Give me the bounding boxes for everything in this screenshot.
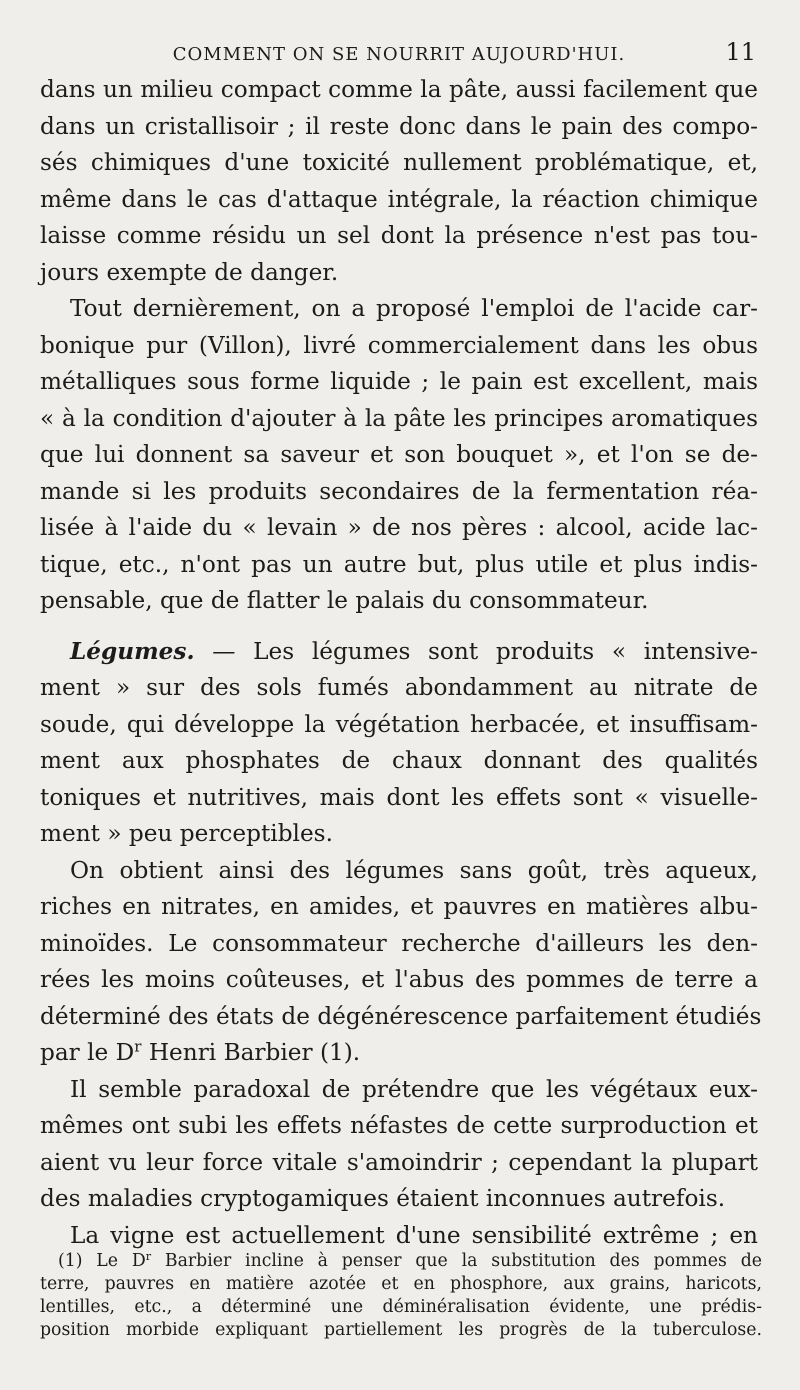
text-line: Il semble paradoxal de prétendre que les végétaux eux- (70, 1075, 758, 1103)
paragraph-cryptogamic-diseases (40, 1072, 758, 1218)
text-fragment: Barbier incline à penser que la substitution des pommes de (151, 1251, 762, 1271)
text-fragment: par le D (40, 1039, 135, 1066)
text-line: Tout dernièrement, on a proposé l'emploi de l'acide car- (70, 295, 758, 322)
text-line: rées les moins coûteuses, et l'abus des pommes de terre a (40, 966, 758, 993)
text-line: tique, etc., n'ont pas un autre but, plus utile et plus indis- (40, 550, 758, 578)
text-line (40, 1035, 758, 1072)
footnote-line: terre, pauvres en matière azotée et en phosphore, aux grains, haricots, (40, 1274, 762, 1294)
paragraph-tasteless-vegetables (40, 853, 762, 1072)
footnote-marker: (1) Le D (58, 1251, 146, 1271)
superscript: r (134, 1037, 142, 1056)
text-line: ment » peu perceptibles. (40, 820, 333, 847)
heading-continuation: — Les légumes sont produits « intensive- (194, 637, 758, 665)
text-line: des maladies cryptogamiques étaient inconnues autrefois. (40, 1185, 726, 1212)
page-body (40, 72, 762, 1254)
text-line: dans un cristallisoir ; il reste donc dans le pain des compo- (40, 112, 758, 140)
paragraph-legumes (40, 634, 758, 853)
text-line: minoïdes. Le consommateur recherche d'ailleurs les den- (40, 929, 758, 957)
text-line: jours exempte de danger. (40, 258, 339, 286)
text-line: même dans le cas d'attaque intégrale, la réaction chimique (40, 185, 758, 213)
text-line: soude, qui développe la végétation herbacée, et insuffisam- (40, 710, 758, 738)
text-line: sés chimiques d'une toxicité nullement problématique, et, (40, 149, 758, 176)
text-line: bonique pur (Villon), livré commercialement dans les obus (40, 331, 758, 359)
text-line: La vigne est actuellement d'une sensibilité extrême ; en (70, 1221, 758, 1249)
paragraph-bread-toxicity (40, 72, 758, 291)
text-line: aient vu leur force vitale s'amoindrir ; cependant la plupart (40, 1148, 758, 1176)
section-spacer (40, 620, 758, 634)
text-line: que lui donnent sa saveur et son bouquet », et l'on se de- (40, 441, 758, 468)
running-title: COMMENT ON SE NOURRIT AUJOURD'HUI. (172, 44, 626, 65)
text-line: toniques et nutritives, mais dont les effets sont « visuelle- (40, 783, 758, 811)
section-heading: Légumes. (70, 637, 195, 665)
paragraph-vine (40, 1218, 758, 1255)
text-line: déterminé des états de dégénérescence parfaitement étudiés (40, 1002, 762, 1030)
text-line: riches en nitrates, en amides, et pauvres en matières albu- (40, 893, 758, 920)
text-line: mêmes ont subi les effets néfastes de cette surproduction et (40, 1112, 758, 1139)
text-line: ment » sur des sols fumés abondamment au nitrate de (40, 674, 758, 701)
text-line: pensable, que de flatter le palais du consommateur. (40, 587, 649, 614)
page-number: 11 (725, 38, 756, 66)
paragraph-carbonic-acid (40, 291, 758, 620)
text-line (40, 634, 758, 671)
text-line: laisse comme résidu un sel dont la présence n'est pas tou- (40, 222, 758, 249)
text-line: mande si les produits secondaires de la fermentation réa- (40, 477, 758, 505)
text-line: métalliques sous forme liquide ; le pain est excellent, mais (40, 368, 758, 395)
superscript: r (145, 1249, 152, 1263)
text-line: ment aux phosphates de chaux donnant des qualités (40, 747, 758, 774)
footnote-line: position morbide expliquant partiellement les progrès de la tuberculose. (40, 1320, 762, 1340)
text-line: « à la condition d'ajouter à la pâte les principes aromatiques (40, 404, 758, 432)
text-line: dans un milieu compact comme la pâte, aussi facilement que (40, 76, 758, 103)
footnote-line (40, 1250, 762, 1273)
text-line: On obtient ainsi des légumes sans goût, très aqueux, (70, 856, 758, 884)
page-header (40, 34, 758, 70)
footnote-reference: Henri Barbier (1). (141, 1039, 361, 1066)
footnote (40, 1250, 762, 1342)
footnote-line: lentilles, etc., a déterminé une déminéralisation évidente, une prédis- (40, 1297, 762, 1317)
text-line: lisée à l'aide du « levain » de nos pères : alcool, acide lac- (40, 514, 758, 541)
